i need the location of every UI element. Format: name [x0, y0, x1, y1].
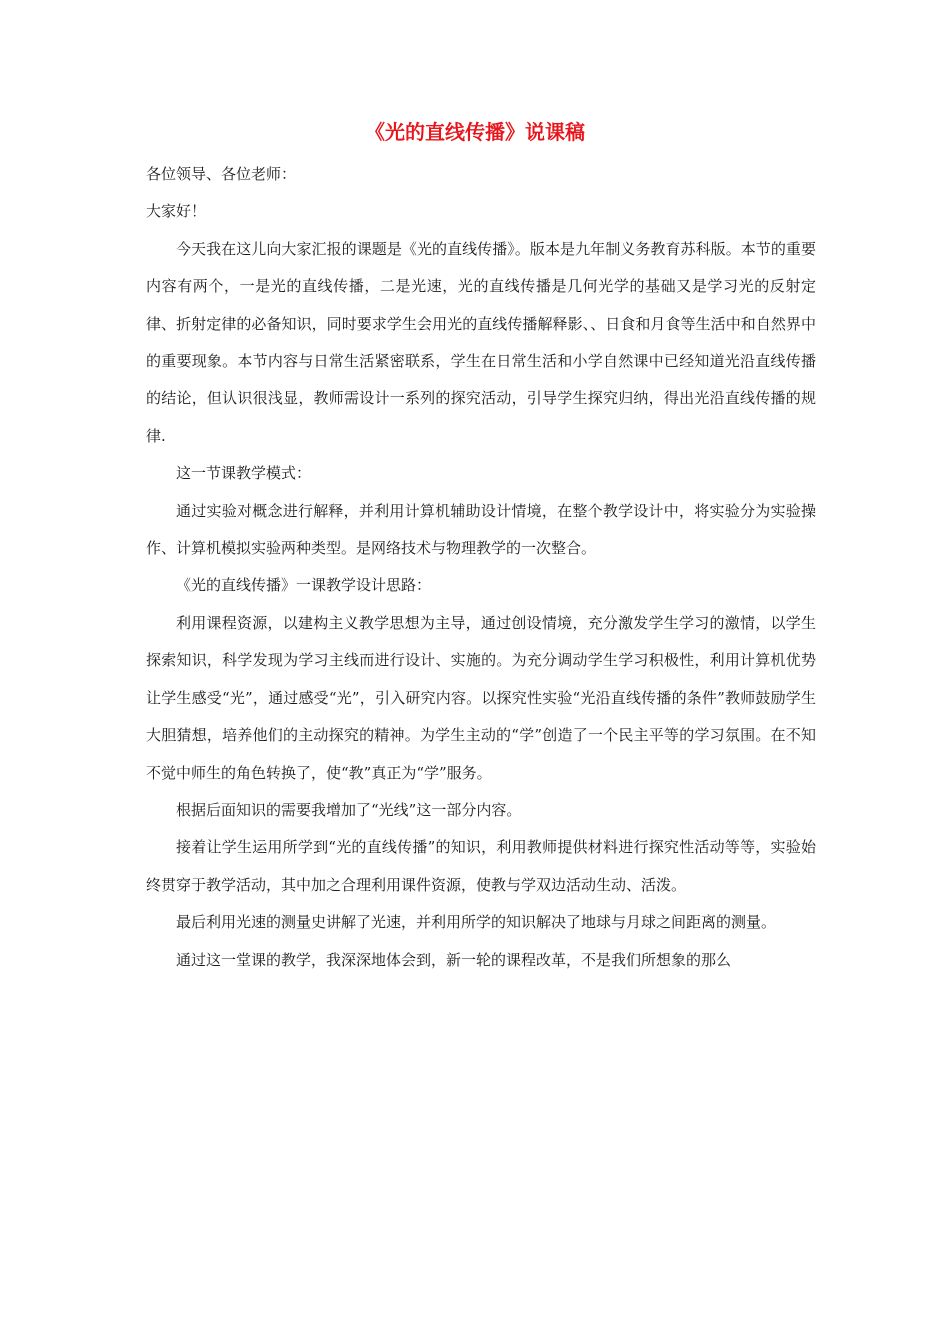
paragraph-design: 利用课程资源，以建构主义教学思想为主导，通过创设情境，充分激发学生学习的激情，以学生探索知识，科学发现为学习主线而进行设计、实施的。为充分调动学生学习积极性，利用计算机优势让学生感受“光”，通过感受“光”，引入研究内容。以探究性实验“光沿直线传播的条件”教师鼓励学生大胆猜想，培养他们的主动探究的精神。为学生主动的“学”创造了一个民主平等的学习氛围。在不知不觉中师生的角色转换了，使“教”真正为“学”服务。: [146, 613, 816, 782]
paragraph-intro: 今天我在这儿向大家汇报的课题是《光的直线传播》。版本是九年制义务教育苏科版。本节的重要内容有两个，一是光的直线传播，二是光速，光的直线传播是几何光学的基础又是学习光的反射定律、折射定律的必备知识，同时要求学生会用光的直线传播解释影、、日食和月食等生活中和自然界中的重要现象。本节内容与日常生活紧密联系，学生在日常生活和小学自然课中已经知道光沿直线传播的结论，但认识很浅显，教师需设计一系列的探究活动，引导学生探究归纳，得出光沿直线传播的规律.: [146, 239, 816, 445]
paragraph-teaching-mode-heading: 这一节课教学模式：: [176, 464, 312, 483]
paragraph-design-heading: 《光的直线传播》一课教学设计思路：: [176, 576, 432, 595]
paragraph-reflection: 通过这一堂课的教学，我深深地体会到，新一轮的课程改革，不是我们所想象的那么: [176, 950, 732, 969]
greeting-line: 各位领导、各位老师：: [146, 165, 297, 183]
paragraph-speed-of-light: 最后利用光速的测量史讲解了光速，并利用所学的知识解决了地球与月球之间距离的测量。: [176, 913, 777, 932]
paragraph-teaching-mode: 通过实验对概念进行解释，并利用计算机辅助设计情境，在整个教学设计中，将实验分为实验操作、计算机模拟实验两种类型。是网络技术与物理教学的一次整合。: [146, 501, 816, 558]
salutation-line: 大家好！: [146, 202, 207, 221]
paragraph-light-ray: 根据后面知识的需要我增加了“光线”这一部分内容。: [176, 800, 522, 819]
document-body: [146, 156, 816, 979]
document-title: 《光的直线传播》说课稿: [365, 120, 585, 144]
paragraph-activities: 接着让学生运用所学到“光的直线传播”的知识，利用教师提供材料进行探究性活动等等，实验始终贯穿于教学活动，其中加之合理利用课件资源，使教与学双边活动生动、活泼。: [146, 838, 816, 894]
